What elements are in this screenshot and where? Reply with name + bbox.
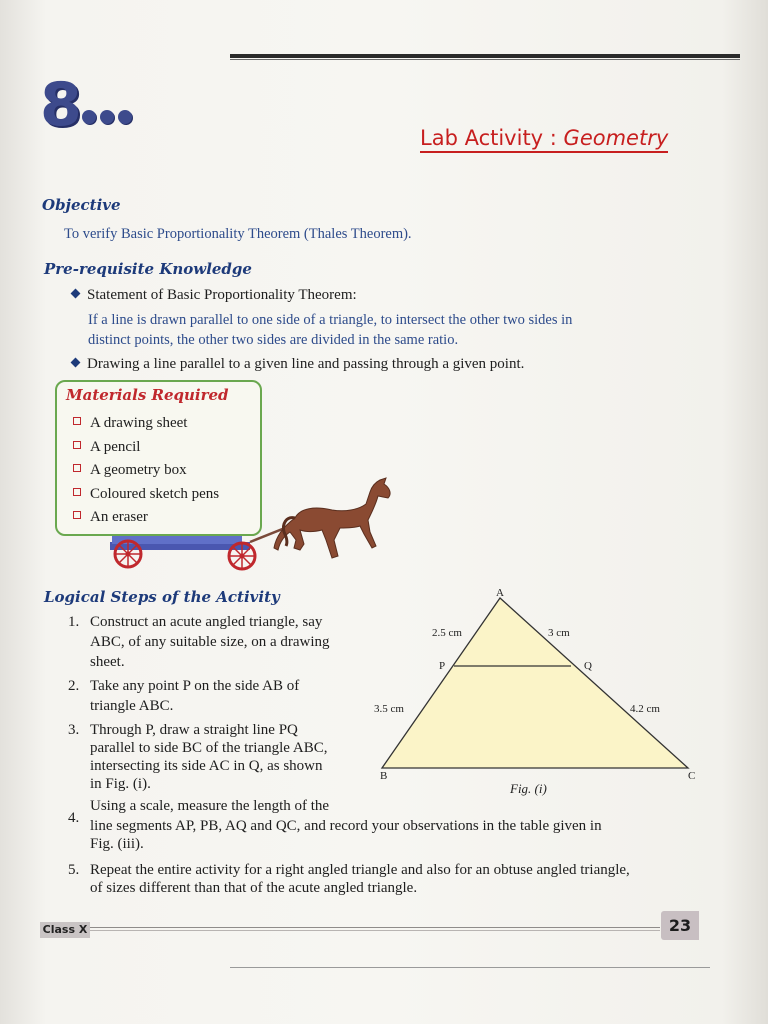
checkbox-square-icon xyxy=(73,488,81,496)
horse-cart-illustration xyxy=(100,470,400,580)
bpt-statement-line-1: If a line is drawn parallel to one side of a triangle, to intersect the other two sides in xyxy=(88,312,573,328)
vertex-label-b: B xyxy=(380,770,388,782)
class-label: Class X xyxy=(40,922,90,938)
step-text: Take any point P on the side AB of xyxy=(90,678,300,694)
bottom-edge-rule xyxy=(230,967,710,968)
title-subject: Geometry xyxy=(563,126,669,150)
figure-caption: Fig. (i) xyxy=(510,781,547,796)
triangle-figure xyxy=(370,586,700,801)
objective-heading: Objective xyxy=(42,196,121,214)
checkbox-square-icon xyxy=(73,441,81,449)
step-text: Construct an acute angled triangle, say xyxy=(90,614,323,630)
chapter-number: 8 xyxy=(40,70,80,140)
bullet-diamond-icon xyxy=(71,289,81,299)
step-number: 4. xyxy=(68,810,80,826)
measure-qc: 4.2 cm xyxy=(630,703,660,715)
bullet-1-text: Statement of Basic Proportionality Theorem: xyxy=(87,287,357,303)
prerequisite-bullet-1 xyxy=(72,287,357,304)
material-label: A geometry box xyxy=(90,462,187,478)
step-text: Using a scale, measure the length of the xyxy=(90,798,330,814)
vertex-label-p: P xyxy=(439,660,446,672)
top-decorative-rule-thin xyxy=(230,59,740,60)
step-text: parallel to side BC of the triangle ABC, xyxy=(90,740,328,756)
page-number: 23 xyxy=(661,911,699,940)
vertex-label-c: C xyxy=(688,770,696,782)
checkbox-square-icon xyxy=(73,417,81,425)
material-label: Coloured sketch pens xyxy=(90,485,220,502)
step-text: of sizes different than that of the acute angled triangle. xyxy=(90,880,418,896)
checkbox-square-icon xyxy=(73,511,81,519)
measure-aq: 3 cm xyxy=(548,627,570,639)
footer-rule xyxy=(88,927,660,928)
list-item xyxy=(73,436,219,460)
step-number: 5. xyxy=(68,862,80,878)
step-text: line segments AP, PB, AQ and QC, and record your observations in the table given in xyxy=(90,818,602,834)
step-text: in Fig. (i). xyxy=(90,776,151,792)
triangle-abc xyxy=(382,598,688,768)
step-text: ABC, of any suitable size, on a drawing xyxy=(90,634,330,650)
list-item xyxy=(73,412,219,436)
step-text: Repeat the entire activity for a right angled triangle and also for an obtuse angled triangle, xyxy=(90,862,630,878)
step-number: 2. xyxy=(68,678,80,694)
vertex-label-q: Q xyxy=(584,660,592,672)
prerequisite-bullet-2 xyxy=(72,356,524,373)
material-label: An eraser xyxy=(90,509,148,525)
step-text: intersecting its side AC in Q, as shown xyxy=(90,758,323,774)
vertex-label-a: A xyxy=(496,587,504,599)
bpt-statement-line-2: distinct points, the other two sides are divided in the same ratio. xyxy=(88,332,459,348)
title-prefix: Lab Activity : xyxy=(420,126,564,150)
material-label: A pencil xyxy=(90,438,141,455)
step-text: triangle ABC. xyxy=(90,698,174,714)
bullet-diamond-icon xyxy=(71,358,81,368)
cart-wheel-left xyxy=(115,541,141,567)
bullet-2-text: Drawing a line parallel to a given line and passing through a given point. xyxy=(87,356,525,372)
materials-heading: Materials Required xyxy=(66,386,229,404)
step-number: 3. xyxy=(68,722,80,738)
step-text: Through P, draw a straight line PQ xyxy=(90,722,298,738)
steps-heading: Logical Steps of the Activity xyxy=(44,588,280,606)
footer-rule-thin xyxy=(88,930,660,931)
measure-ap: 2.5 cm xyxy=(432,627,462,639)
cart-wheel-right xyxy=(229,543,255,569)
objective-text: To verify Basic Proportionality Theorem (Thales Theorem). xyxy=(64,226,412,242)
step-text: Fig. (iii). xyxy=(90,836,144,852)
top-decorative-rule xyxy=(230,54,740,58)
material-label: A drawing sheet xyxy=(90,415,188,431)
checkbox-square-icon xyxy=(73,464,81,472)
bpt-statement xyxy=(88,310,698,350)
page-title xyxy=(420,126,668,153)
measure-pb: 3.5 cm xyxy=(374,703,404,715)
chapter-dots-icon xyxy=(82,110,136,129)
step-text: sheet. xyxy=(90,654,125,670)
prerequisite-heading: Pre-requisite Knowledge xyxy=(44,260,252,278)
step-number: 1. xyxy=(68,614,80,630)
